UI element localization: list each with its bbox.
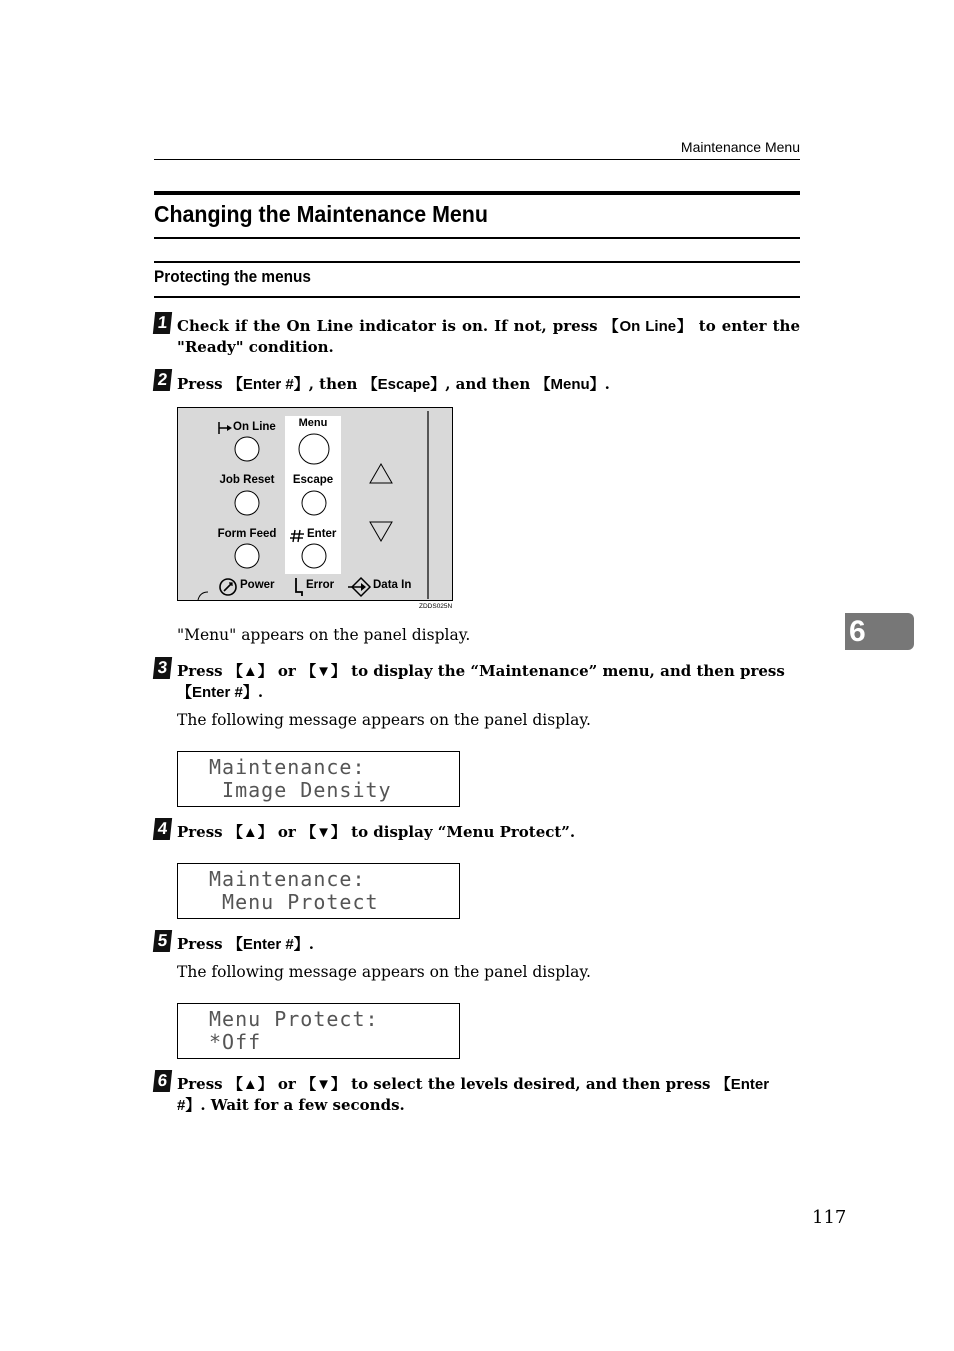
label-escape: Escape (292, 474, 334, 486)
step-5-text (177, 934, 800, 955)
step-text-part: Check if the On Line indicator is on. If not, press (177, 317, 604, 335)
panel-edge (198, 592, 208, 600)
header-rule (154, 159, 800, 160)
display-line-2: *Off (209, 1030, 262, 1054)
label-job-reset: Job Reset (219, 474, 275, 486)
key-down: 【▼】 (301, 663, 346, 680)
figure-code: ZDDS025N (419, 603, 453, 610)
step-text-part: to enter the "Ready" condition. (177, 317, 800, 356)
step-4-text (177, 822, 800, 843)
step-number: 3 (153, 657, 172, 679)
display-line-1: Maintenance: (209, 755, 366, 779)
step-text-part: . Wait for a few seconds. (200, 1096, 405, 1114)
error-icon (296, 578, 302, 596)
enter-button (302, 544, 326, 568)
step-number: 6 (153, 1070, 172, 1092)
step-text-part: , and then (445, 375, 536, 393)
step-text-part: Press (177, 935, 228, 953)
label-form-feed: Form Feed (217, 528, 277, 540)
step-text-part: Press (177, 823, 228, 841)
panel-display (177, 751, 460, 807)
step-2-text (177, 374, 800, 395)
step-number: 5 (153, 930, 172, 952)
control-panel-illustration (177, 407, 453, 601)
section-subtitle: Protecting the menus (154, 268, 311, 286)
key-down: 【▼】 (301, 1076, 346, 1093)
step-text-part: to select the levels desired, and then press (345, 1075, 716, 1093)
label-enter: Enter (307, 528, 337, 540)
note-step-5: The following message appears on the panel display. (177, 963, 591, 981)
subtitle-rule-top (154, 261, 800, 263)
key-enter: 【Enter #】 (177, 684, 258, 701)
key-escape: 【Escape】 (362, 376, 446, 393)
step-text-part: Press (177, 1075, 228, 1093)
step-text-part: Press (177, 662, 228, 680)
escape-button (302, 491, 326, 515)
subtitle-rule-bottom (154, 296, 800, 298)
running-head: Maintenance Menu (680, 139, 800, 155)
key-up: 【▲】 (227, 663, 273, 680)
key-enter: 【Enter #】 (177, 1076, 770, 1114)
label-data-in: Data In (373, 579, 412, 591)
panel-display (177, 863, 460, 919)
step-text-part: to display “Menu Protect”. (345, 823, 576, 841)
step-text-part: Press (177, 375, 228, 393)
note-step-3: The following message appears on the panel display. (177, 711, 591, 729)
step-text-part: or (272, 662, 302, 680)
step-text-part: . (257, 683, 264, 701)
control-panel-drawing (178, 408, 454, 602)
step-text-part: to display the “Maintenance” menu, and then press (345, 662, 785, 680)
step-text-part: , then (308, 375, 363, 393)
key-menu: 【Menu】 (535, 376, 605, 393)
note-step-2: "Menu" appears on the panel display. (177, 626, 471, 644)
key-down: 【▼】 (301, 824, 346, 841)
label-on-line: On Line (233, 421, 276, 433)
step-text-part: . (308, 935, 314, 953)
step-number: 2 (153, 369, 172, 391)
page-number: 117 (812, 1207, 847, 1228)
label-menu: Menu (298, 417, 328, 429)
on-line-icon (219, 422, 232, 434)
key-enter: 【Enter #】 (227, 936, 309, 953)
key-enter: 【Enter #】 (227, 376, 309, 393)
menu-button (299, 434, 329, 464)
panel-display (177, 1003, 460, 1059)
power-icon (220, 579, 236, 595)
form-feed-button (235, 544, 259, 568)
step-text-part: or (272, 823, 302, 841)
title-rule-top (154, 191, 800, 195)
chapter-tab: 6 (845, 613, 914, 650)
on-line-button (235, 437, 259, 461)
display-line-2: Image Density (209, 778, 392, 802)
page-title: Changing the Maintenance Menu (154, 201, 488, 227)
label-error: Error (306, 579, 335, 591)
step-6-text (177, 1074, 800, 1116)
title-rule-bottom (154, 237, 800, 239)
display-line-1: Maintenance: (209, 867, 366, 891)
key-up: 【▲】 (227, 1076, 273, 1093)
label-power: Power (240, 579, 275, 591)
data-in-icon (348, 578, 370, 596)
step-1-text (177, 316, 800, 358)
display-line-1: Menu Protect: (209, 1007, 379, 1031)
step-3-text (177, 661, 800, 703)
display-line-2: Menu Protect (209, 890, 379, 914)
step-text-part: . (604, 375, 610, 393)
key-on-line: 【On Line】 (603, 318, 693, 335)
step-number: 1 (153, 312, 172, 334)
down-arrow-icon (370, 522, 392, 541)
key-up: 【▲】 (227, 824, 273, 841)
step-number: 4 (153, 818, 172, 840)
up-arrow-icon (370, 464, 392, 483)
step-text-part: or (272, 1075, 302, 1093)
job-reset-button (235, 491, 259, 515)
